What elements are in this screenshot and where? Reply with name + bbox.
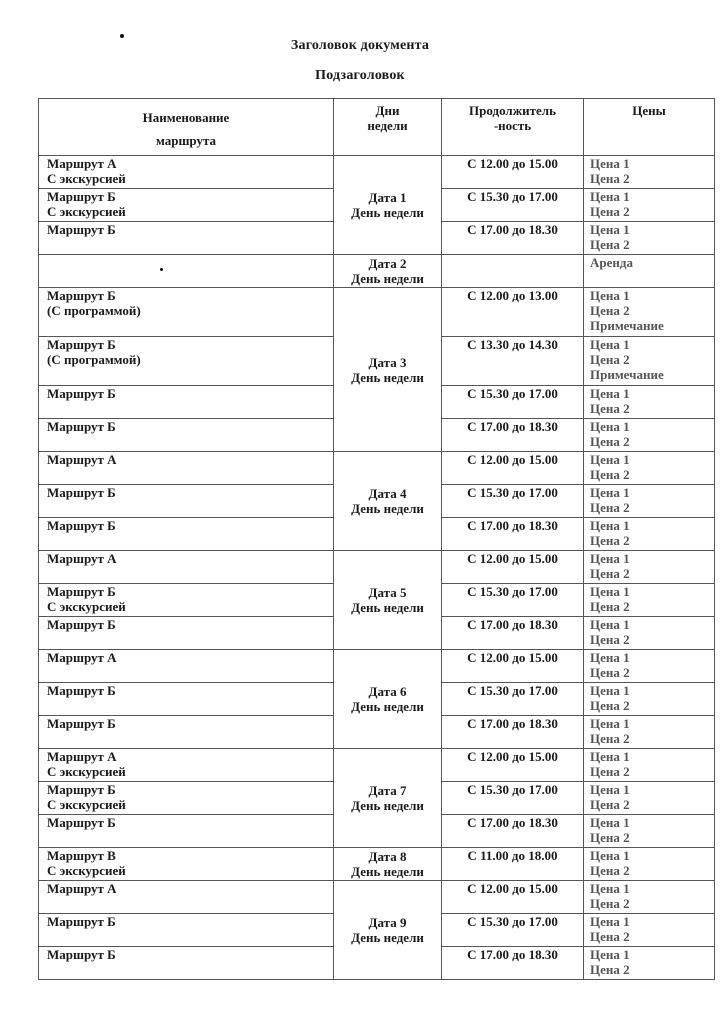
price-cell — [584, 749, 715, 782]
day-line: Дата 7 — [368, 783, 407, 798]
day-cell — [334, 255, 442, 288]
day-line: День недели — [351, 501, 424, 516]
header-days-line: Дни — [375, 103, 400, 118]
day-cell — [334, 848, 442, 881]
route-line: С экскурсией — [47, 171, 126, 186]
time-cell: С 12.00 до 13.00 — [442, 288, 584, 337]
route-line: Маршрут Б — [47, 337, 116, 352]
route-cell — [39, 255, 334, 288]
route-cell — [39, 386, 334, 419]
route-cell — [39, 815, 334, 848]
route-cell — [39, 716, 334, 749]
time-cell: С 15.30 до 17.00 — [442, 485, 584, 518]
price-line: Цена 2 — [590, 665, 630, 680]
price-line: Цена 1 — [590, 914, 630, 929]
price-cell — [584, 419, 715, 452]
schedule-table — [38, 98, 715, 980]
price-cell — [584, 947, 715, 980]
price-cell — [584, 485, 715, 518]
day-line: Дата 6 — [368, 684, 407, 699]
price-line: Цена 2 — [590, 632, 630, 647]
time-cell: С 17.00 до 18.30 — [442, 419, 584, 452]
price-line: Цена 2 — [590, 303, 630, 318]
price-line: Примечание — [590, 367, 664, 382]
route-line: Маршрут Б — [47, 222, 116, 237]
price-cell — [584, 881, 715, 914]
header-days-line: недели — [367, 118, 408, 133]
time-cell: С 17.00 до 18.30 — [442, 716, 584, 749]
price-cell — [584, 386, 715, 419]
day-cell — [334, 881, 442, 980]
route-cell — [39, 683, 334, 716]
time-cell: С 13.30 до 14.30 — [442, 337, 584, 386]
price-cell — [584, 815, 715, 848]
route-cell — [39, 947, 334, 980]
route-cell — [39, 782, 334, 815]
price-cell — [584, 156, 715, 189]
day-line: Дата 8 — [368, 849, 407, 864]
header-duration-line: -ность — [493, 118, 532, 133]
day-line: День недели — [351, 600, 424, 615]
price-line: Цена 1 — [590, 782, 630, 797]
route-line: Маршрут Б — [47, 716, 116, 731]
route-cell — [39, 222, 334, 255]
table-row — [39, 255, 715, 288]
route-line: Маршрут А — [47, 650, 117, 665]
price-line: Аренда — [590, 255, 633, 270]
price-line: Цена 1 — [590, 419, 630, 434]
day-line: День недели — [351, 271, 424, 286]
price-line: Цена 1 — [590, 189, 630, 204]
route-cell — [39, 419, 334, 452]
time-cell: С 12.00 до 15.00 — [442, 749, 584, 782]
price-line: Цена 1 — [590, 947, 630, 962]
price-line: Цена 2 — [590, 797, 630, 812]
price-line: Цена 1 — [590, 617, 630, 632]
price-line: Цена 1 — [590, 222, 630, 237]
table-row — [39, 881, 715, 914]
price-cell — [584, 848, 715, 881]
price-line: Цена 1 — [590, 518, 630, 533]
route-line: С экскурсией — [47, 204, 126, 219]
table-header-row — [39, 99, 715, 156]
price-line: Цена 1 — [590, 386, 630, 401]
route-cell — [39, 288, 334, 337]
day-line: День недели — [351, 930, 424, 945]
time-cell: С 15.30 до 17.00 — [442, 189, 584, 222]
price-line: Цена 1 — [590, 584, 630, 599]
time-cell — [442, 255, 584, 288]
route-cell — [39, 584, 334, 617]
table-row — [39, 848, 715, 881]
header-route-line: маршрута — [155, 133, 217, 148]
route-line: Маршрут Б — [47, 617, 116, 632]
time-cell: С 17.00 до 18.30 — [442, 518, 584, 551]
route-cell — [39, 914, 334, 947]
price-cell — [584, 683, 715, 716]
route-line: Маршрут В — [47, 848, 116, 863]
header-duration-line: Продолжитель — [469, 103, 556, 118]
route-line: Маршрут Б — [47, 815, 116, 830]
route-line: С экскурсией — [47, 863, 126, 878]
header-days — [334, 99, 442, 156]
time-cell: С 17.00 до 18.30 — [442, 947, 584, 980]
day-line: Дата 3 — [368, 354, 407, 370]
route-cell — [39, 485, 334, 518]
price-line: Цена 1 — [590, 551, 630, 566]
route-line: Маршрут Б — [47, 683, 116, 698]
route-line: С экскурсией — [47, 764, 126, 779]
route-line: Маршрут Б — [47, 288, 116, 303]
route-cell — [39, 452, 334, 485]
route-line: Маршрут А — [47, 749, 117, 764]
price-line: Цена 2 — [590, 467, 630, 482]
route-cell — [39, 848, 334, 881]
price-cell — [584, 255, 715, 288]
time-cell: С 15.30 до 17.00 — [442, 914, 584, 947]
price-line: Цена 1 — [590, 683, 630, 698]
price-line: Цена 2 — [590, 764, 630, 779]
route-line: Маршрут Б — [47, 947, 116, 962]
price-cell — [584, 518, 715, 551]
price-line: Цена 1 — [590, 452, 630, 467]
day-line: День недели — [351, 798, 424, 813]
day-cell — [334, 452, 442, 551]
route-line: (С программой) — [47, 303, 141, 318]
route-line: Маршрут А — [47, 551, 117, 566]
route-line: Маршрут Б — [47, 189, 116, 204]
route-cell — [39, 650, 334, 683]
header-prices — [584, 99, 715, 156]
price-line: Цена 1 — [590, 815, 630, 830]
time-cell: С 15.30 до 17.00 — [442, 386, 584, 419]
time-cell: С 12.00 до 15.00 — [442, 452, 584, 485]
route-line: Маршрут Б — [47, 419, 116, 434]
day-line: День недели — [351, 369, 424, 385]
price-cell — [584, 452, 715, 485]
price-cell — [584, 650, 715, 683]
time-cell: С 15.30 до 17.00 — [442, 584, 584, 617]
day-cell — [334, 551, 442, 650]
day-line: Дата 5 — [368, 585, 407, 600]
header-duration — [442, 99, 584, 156]
price-line: Цена 2 — [590, 962, 630, 977]
route-cell — [39, 156, 334, 189]
price-cell — [584, 914, 715, 947]
route-line: Маршрут Б — [47, 386, 116, 401]
price-line: Цена 2 — [590, 599, 630, 614]
time-cell: С 17.00 до 18.30 — [442, 222, 584, 255]
document-title: Заголовок документа — [290, 38, 430, 53]
day-line: День недели — [351, 864, 424, 879]
route-line: Маршрут Б — [47, 782, 116, 797]
price-cell — [584, 617, 715, 650]
time-cell: С 12.00 до 15.00 — [442, 156, 584, 189]
price-cell — [584, 716, 715, 749]
price-line: Примечание — [590, 318, 664, 333]
route-cell — [39, 617, 334, 650]
time-cell: С 15.30 до 17.00 — [442, 683, 584, 716]
day-line: Дата 2 — [368, 256, 407, 271]
route-line: С экскурсией — [47, 599, 126, 614]
route-line: Маршрут Б — [47, 914, 116, 929]
price-line: Цена 2 — [590, 401, 630, 416]
route-line: С экскурсией — [47, 797, 126, 812]
price-line: Цена 1 — [590, 650, 630, 665]
price-line: Цена 1 — [590, 485, 630, 500]
price-line: Цена 1 — [590, 749, 630, 764]
price-line: Цена 2 — [590, 237, 630, 252]
route-line: Маршрут Б — [47, 518, 116, 533]
price-cell — [584, 584, 715, 617]
price-cell — [584, 551, 715, 584]
price-line: Цена 2 — [590, 533, 630, 548]
day-line: День недели — [351, 205, 424, 220]
time-cell: С 12.00 до 15.00 — [442, 551, 584, 584]
price-line: Цена 1 — [590, 288, 630, 303]
price-line: Цена 2 — [590, 566, 630, 581]
route-cell — [39, 337, 334, 386]
day-line: Дата 9 — [368, 915, 407, 930]
price-line: Цена 1 — [590, 716, 630, 731]
price-line: Цена 1 — [590, 848, 630, 863]
price-line: Цена 1 — [590, 881, 630, 896]
price-line: Цена 2 — [590, 352, 630, 367]
price-cell — [584, 782, 715, 815]
time-cell: С 12.00 до 15.00 — [442, 881, 584, 914]
day-line: Дата 4 — [368, 486, 407, 501]
table-row — [39, 650, 715, 683]
price-line: Цена 2 — [590, 434, 630, 449]
day-cell — [334, 749, 442, 848]
header-route — [39, 99, 334, 156]
header-route-line: Наименование — [142, 110, 230, 125]
header-prices-line: Цены — [632, 103, 666, 118]
price-cell — [584, 337, 715, 386]
price-cell — [584, 288, 715, 337]
price-line: Цена 2 — [590, 204, 630, 219]
price-line: Цена 2 — [590, 171, 630, 186]
price-line: Цена 1 — [590, 156, 630, 171]
price-cell — [584, 222, 715, 255]
table-row — [39, 749, 715, 782]
day-line: Дата 1 — [368, 190, 407, 205]
route-line: (С программой) — [47, 352, 141, 367]
table-row — [39, 551, 715, 584]
day-cell — [334, 288, 442, 452]
price-line: Цена 1 — [590, 337, 630, 352]
route-cell — [39, 189, 334, 222]
price-line: Цена 2 — [590, 698, 630, 713]
table-row — [39, 452, 715, 485]
day-cell — [334, 156, 442, 255]
table-row — [39, 288, 715, 337]
price-line: Цена 2 — [590, 929, 630, 944]
price-line: Цена 2 — [590, 500, 630, 515]
price-cell — [584, 189, 715, 222]
route-cell — [39, 551, 334, 584]
route-cell — [39, 749, 334, 782]
table-row — [39, 156, 715, 189]
route-line: Маршрут А — [47, 156, 117, 171]
time-cell: С 12.00 до 15.00 — [442, 650, 584, 683]
route-cell — [39, 518, 334, 551]
route-line: Маршрут А — [47, 452, 117, 467]
price-line: Цена 2 — [590, 896, 630, 911]
day-line: День недели — [351, 699, 424, 714]
price-line: Цена 2 — [590, 731, 630, 746]
route-cell — [39, 881, 334, 914]
route-line: Маршрут А — [47, 881, 117, 896]
price-line: Цена 2 — [590, 863, 630, 878]
time-cell: С 15.30 до 17.00 — [442, 782, 584, 815]
time-cell: С 11.00 до 18.00 — [442, 848, 584, 881]
price-line: Цена 2 — [590, 830, 630, 845]
route-line: Маршрут Б — [47, 485, 116, 500]
route-line: Маршрут Б — [47, 584, 116, 599]
day-cell — [334, 650, 442, 749]
document-subtitle: Подзаголовок — [315, 68, 405, 83]
time-cell: С 17.00 до 18.30 — [442, 617, 584, 650]
time-cell: С 17.00 до 18.30 — [442, 815, 584, 848]
